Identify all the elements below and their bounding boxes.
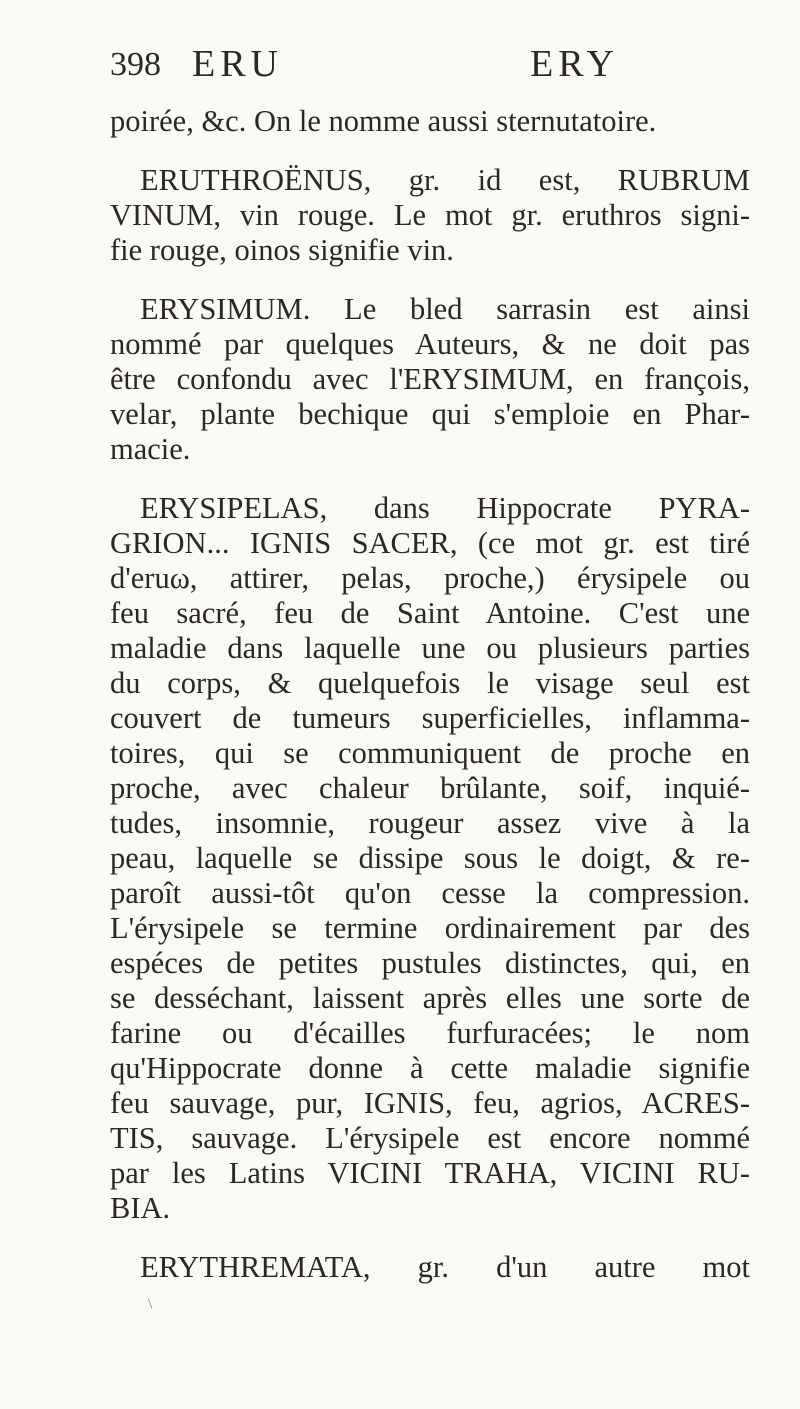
page-number: 398: [110, 46, 161, 83]
page-text: [110, 104, 750, 1285]
text-line: fie rouge, oinos signifie vin.: [110, 233, 454, 267]
text-line: peau, laquelle se dissipe sous le doigt, & re-: [110, 841, 750, 875]
text-line: maladie dans laquelle une ou plusieurs parties: [110, 631, 750, 665]
text-line: toires, qui se communiquent de proche en: [110, 736, 750, 770]
text-line: paroît aussi-tôt qu'on cesse la compression.: [110, 876, 750, 910]
entry-heading-line: ERUTHROËNUS, gr. id est, RUBRUM: [140, 163, 750, 197]
text-line: couvert de tumeurs superficielles, inflamma-: [110, 701, 750, 735]
text-line: feu sauvage, pur, IGNIS, feu, agrios, ACRES-: [110, 1086, 750, 1120]
text-line: qu'Hippocrate donne à cette maladie signifie: [110, 1051, 750, 1085]
text-line: d'eruω, attirer, pelas, proche,) érysipele ou: [110, 561, 750, 595]
entry-heading-line: ERYTHREMATA, gr. d'un autre mot: [140, 1250, 750, 1284]
running-head-left: ERU: [192, 43, 283, 85]
text-line: espéces de petites pustules distinctes, qui, en: [110, 946, 750, 980]
text-line: VINUM, vin rouge. Le mot gr. eruthros signi-: [110, 198, 750, 232]
text-line: GRION... IGNIS SACER, (ce mot gr. est tiré: [110, 526, 750, 560]
text-line: être confondu avec l'ERYSIMUM, en françois,: [110, 362, 750, 396]
text-line: tudes, insomnie, rougeur assez vive à la: [110, 806, 750, 840]
text-line: proche, avec chaleur brûlante, soif, inquié-: [110, 771, 750, 805]
text-line: feu sacré, feu de Saint Antoine. C'est une: [110, 596, 750, 630]
text-line: poirée, &c. On le nomme aussi sternutatoire.: [110, 104, 657, 138]
running-header: [110, 38, 690, 88]
text-line: se desséchant, laissent après elles une sorte de: [110, 981, 750, 1015]
entry-heading-line: ERYSIMUM. Le bled sarrasin est ainsi: [140, 292, 750, 326]
stray-mark: \: [148, 1296, 153, 1313]
text-line: macie.: [110, 432, 191, 466]
text-line: farine ou d'écailles furfuracées; le nom: [110, 1016, 750, 1050]
text-line: BIA.: [110, 1191, 171, 1225]
text-line: par les Latins VICINI TRAHA, VICINI RU-: [110, 1156, 750, 1190]
running-head-right: ERY: [530, 43, 619, 85]
text-line: L'érysipele se termine ordinairement par des: [110, 911, 750, 945]
entry-heading-line: ERYSIPELAS, dans Hippocrate PYRA-: [140, 491, 750, 525]
text-line: du corps, & quelquefois le visage seul est: [110, 666, 750, 700]
text-line: nommé par quelques Auteurs, & ne doit pas: [110, 327, 750, 361]
text-line: TIS, sauvage. L'érysipele est encore nommé: [110, 1121, 750, 1155]
text-line: velar, plante bechique qui s'emploie en Phar-: [110, 397, 750, 431]
